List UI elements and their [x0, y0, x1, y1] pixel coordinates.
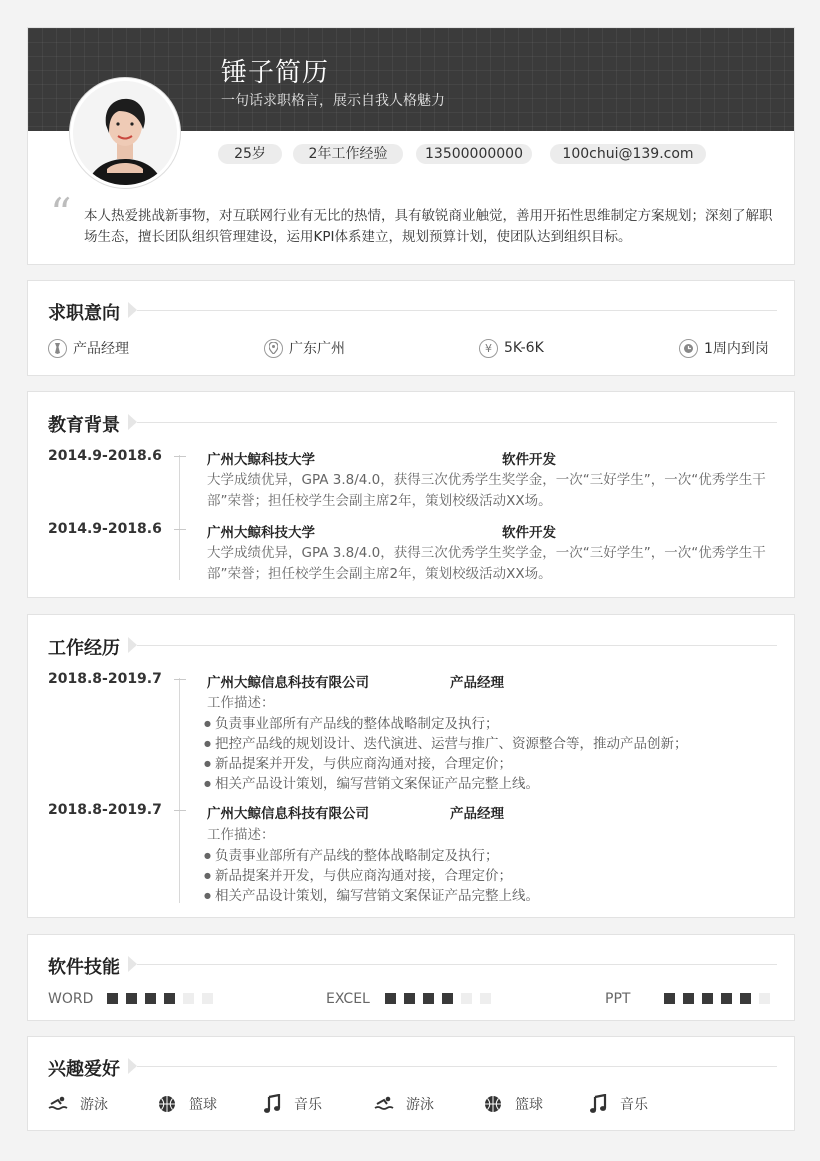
- work-role: 产品经理: [450, 806, 504, 822]
- work-section: [27, 614, 795, 918]
- skill-level-bar: [664, 993, 778, 1004]
- skill-level-empty: [183, 993, 194, 1004]
- skill-level-filled: [683, 993, 694, 1004]
- music-icon: [261, 1094, 283, 1114]
- section-divider: [137, 964, 777, 965]
- experience-badge: 2年工作经验: [293, 144, 403, 164]
- section-divider: [137, 310, 777, 311]
- work-company: 广州大鲸信息科技有限公司: [207, 675, 369, 691]
- skill-level-filled: [385, 993, 396, 1004]
- skills-section: [27, 934, 795, 1021]
- hobby-item: [47, 1094, 108, 1114]
- timeline-tick: [174, 456, 186, 457]
- hobby-item: [482, 1094, 543, 1114]
- resume-motto: 一句话求职格言，展示自我人格魅力: [221, 93, 445, 109]
- timeline-tick: [174, 679, 186, 680]
- work-date: 2018.8-2019.7: [48, 671, 162, 687]
- avatar: [70, 78, 180, 188]
- job-intent-section: [27, 280, 795, 376]
- skill-level-bar: [385, 993, 499, 1004]
- basketball-icon: [482, 1094, 504, 1114]
- education-section: [27, 391, 795, 598]
- work-bullet: ● 负责事业部所有产品线的整体战略制定及执行；: [204, 714, 498, 734]
- timeline-line: [179, 455, 180, 580]
- edu-description: 大学成绩优异，GPA 3.8/4.0，获得三次优秀学生奖学金，一次“三好学生”，一次“优秀学生干部”荣誉；担任校学生会副主席2年，策划校级活动XX场。: [207, 472, 766, 509]
- self-summary: 本人热爱挑战新事物，对互联网行业有无比的热情，具有敏锐商业触觉，善用开拓性思维制定方案规划；深刻了解职场生态，擅长团队组织管理建设，运用KPI体系建立，规划预算计划，使团队达到组织目标。: [84, 208, 773, 245]
- edu-major: 软件开发: [502, 452, 556, 468]
- hobby-label: 游泳: [80, 1097, 108, 1113]
- hobby-label: 音乐: [294, 1097, 322, 1113]
- intent-salary: [479, 338, 544, 358]
- basketball-icon: [156, 1094, 178, 1114]
- skill-level-bar: [107, 993, 221, 1004]
- edu-date: 2014.9-2018.6: [48, 521, 162, 537]
- swim-icon: [373, 1094, 395, 1114]
- section-title-skills: 软件技能: [48, 957, 120, 978]
- intent-salary-label: 5K-6K: [504, 340, 544, 356]
- skill-level-filled: [740, 993, 751, 1004]
- timeline-tick: [174, 810, 186, 811]
- avatar-photo: [73, 81, 177, 185]
- hobby-label: 游泳: [406, 1097, 434, 1113]
- skill-level-filled: [721, 993, 732, 1004]
- section-divider: [137, 1066, 777, 1067]
- section-arrow-icon: [128, 414, 137, 430]
- intent-position-label: 产品经理: [73, 341, 129, 357]
- section-arrow-icon: [128, 1058, 137, 1074]
- skill-level-empty: [461, 993, 472, 1004]
- timeline-line: [179, 678, 180, 903]
- section-arrow-icon: [128, 956, 137, 972]
- clock-icon: [679, 339, 698, 358]
- skill-name: PPT: [605, 991, 631, 1007]
- header-card: [27, 27, 795, 265]
- skill-level-filled: [702, 993, 713, 1004]
- section-divider: [137, 422, 777, 423]
- skill-name: EXCEL: [326, 991, 370, 1007]
- briefcase-icon: [48, 339, 67, 358]
- section-title-education: 教育背景: [48, 415, 120, 436]
- work-bullet: ● 相关产品设计策划，编写营销文案保证产品完整上线。: [204, 886, 539, 906]
- skill-level-filled: [126, 993, 137, 1004]
- section-title-hobbies: 兴趣爱好: [48, 1059, 120, 1080]
- skill-level-filled: [145, 993, 156, 1004]
- intent-position: [48, 338, 129, 358]
- edu-date: 2014.9-2018.6: [48, 448, 162, 464]
- edu-description: 大学成绩优异，GPA 3.8/4.0，获得三次优秀学生奖学金，一次“三好学生”，一次“优秀学生干部”荣誉；担任校学生会副主席2年，策划校级活动XX场。: [207, 545, 766, 582]
- work-bullet: ● 新品提案并开发，与供应商沟通对接，合理定价；: [204, 754, 512, 774]
- skill-name: WORD: [48, 991, 94, 1007]
- quote-icon: “: [50, 189, 72, 238]
- edu-school: 广州大鲸科技大学: [207, 525, 315, 541]
- skill-level-filled: [404, 993, 415, 1004]
- music-icon: [587, 1094, 609, 1114]
- section-arrow-icon: [128, 302, 137, 318]
- section-title-intent: 求职意向: [48, 303, 120, 324]
- work-bullet: ● 负责事业部所有产品线的整体战略制定及执行；: [204, 846, 498, 866]
- yen-icon: ¥: [479, 339, 498, 358]
- resume-name: 锤子简历: [221, 58, 330, 88]
- hobbies-section: [27, 1036, 795, 1131]
- hobby-item: [373, 1094, 434, 1114]
- basic-info-row: [218, 144, 778, 164]
- section-title-work: 工作经历: [48, 638, 120, 659]
- timeline-tick: [174, 529, 186, 530]
- skill-level-filled: [664, 993, 675, 1004]
- skill-level-empty: [202, 993, 213, 1004]
- section-arrow-icon: [128, 637, 137, 653]
- hobby-item: [261, 1094, 322, 1114]
- intent-location-label: 广东广州: [289, 341, 345, 357]
- age-badge: 25岁: [218, 144, 282, 164]
- work-desc-label: 工作描述：: [207, 695, 275, 711]
- swim-icon: [47, 1094, 69, 1114]
- hobby-label: 篮球: [189, 1097, 217, 1113]
- intent-location: [264, 338, 345, 358]
- section-divider: [137, 645, 777, 646]
- hobby-label: 篮球: [515, 1097, 543, 1113]
- location-icon: [264, 339, 283, 358]
- skill-level-filled: [442, 993, 453, 1004]
- work-bullet: ● 相关产品设计策划，编写营销文案保证产品完整上线。: [204, 774, 539, 794]
- hobby-item: [587, 1094, 648, 1114]
- phone-badge: 13500000000: [416, 144, 532, 164]
- skill-level-filled: [107, 993, 118, 1004]
- hobby-item: [156, 1094, 217, 1114]
- work-company: 广州大鲸信息科技有限公司: [207, 806, 369, 822]
- hobby-label: 音乐: [620, 1097, 648, 1113]
- edu-major: 软件开发: [502, 525, 556, 541]
- work-bullet: ● 新品提案并开发，与供应商沟通对接，合理定价；: [204, 866, 512, 886]
- skill-level-empty: [480, 993, 491, 1004]
- skill-level-empty: [759, 993, 770, 1004]
- intent-availability: [679, 338, 769, 358]
- edu-school: 广州大鲸科技大学: [207, 452, 315, 468]
- skill-level-filled: [164, 993, 175, 1004]
- work-date: 2018.8-2019.7: [48, 802, 162, 818]
- email-badge: 100chui@139.com: [550, 144, 706, 164]
- skill-level-filled: [423, 993, 434, 1004]
- work-role: 产品经理: [450, 675, 504, 691]
- intent-availability-label: 1周内到岗: [704, 341, 769, 357]
- work-bullet: ● 把控产品线的规划设计、迭代演进、运营与推广、资源整合等，推动产品创新；: [204, 734, 687, 754]
- work-desc-label: 工作描述：: [207, 827, 275, 843]
